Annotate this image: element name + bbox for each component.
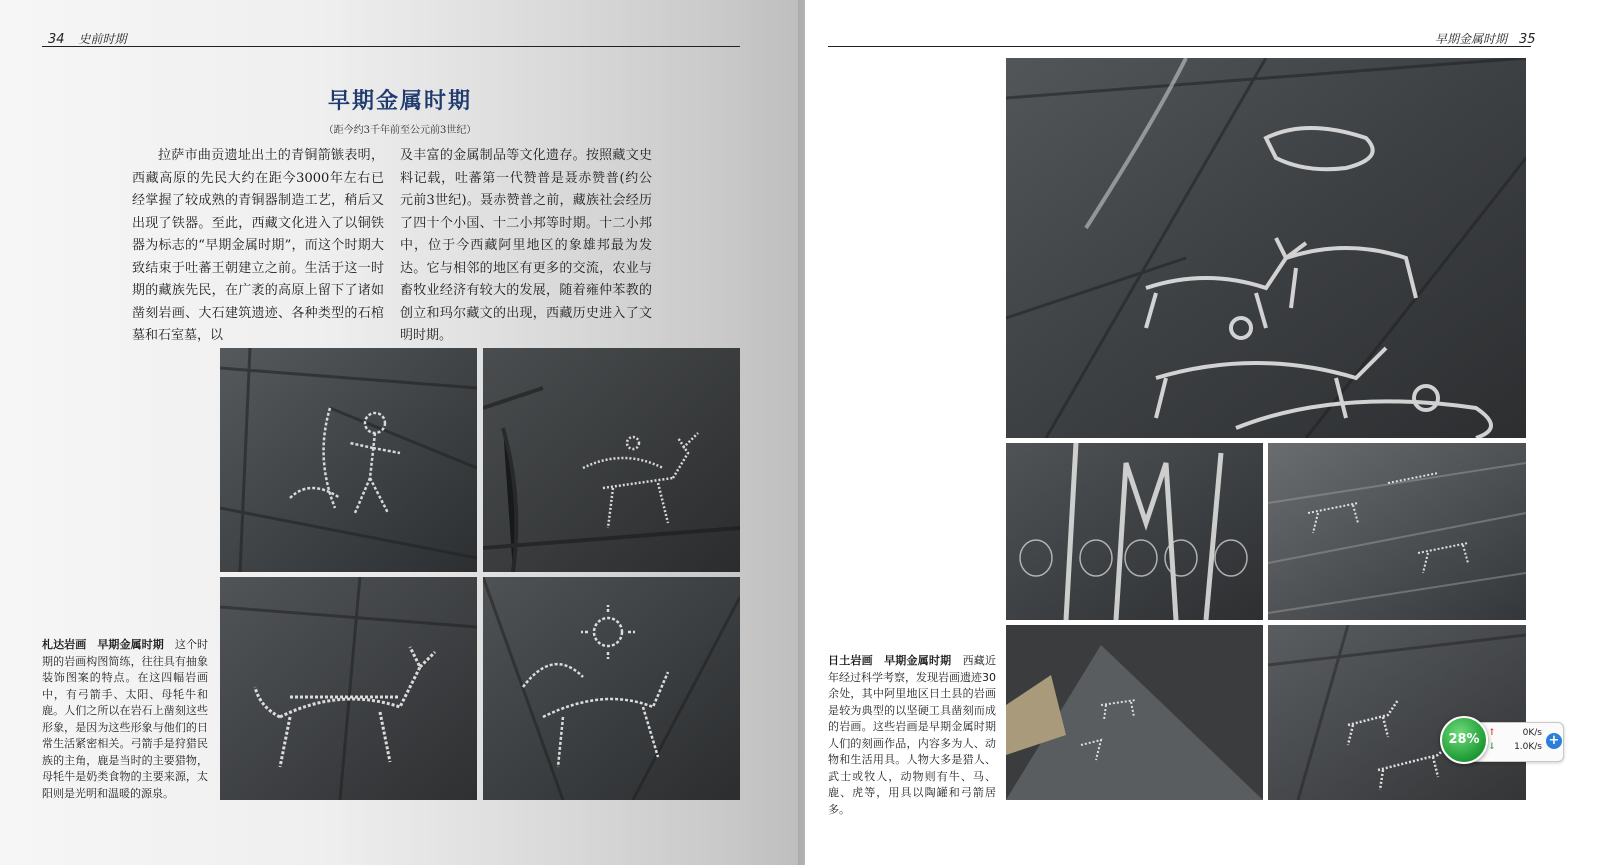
body-text-1: 拉萨市曲贡遗址出土的青铜箭镞表明，西藏高原的先民大约在距今3000年左右已经掌握了较成熟的青铜器制造工艺，稍后又出现了铁器。至此，西藏文化进入了以铜铁器为标志的“早期金属时期”，而这个时期大致结束于吐蕃王朝建立之前。生活于这一时期的藏族先民，在广袤的高原上留下了诸如凿刻岩画、大石建筑遗迹、各种类型的石棺墓和石室墓，以 <box>132 148 384 343</box>
expand-plus-icon[interactable]: + <box>1546 733 1562 749</box>
right-caption-title: 日土岩画 早期金属时期 <box>828 654 952 667</box>
usage-percent-badge[interactable]: 28% <box>1440 716 1488 764</box>
right-running-head <box>1435 30 1536 47</box>
body-text-2: 及丰富的金属制品等文化遗存。按照藏文史料记载，吐蕃第一代赞普是聂赤赞普(约公元前3世纪)。聂赤赞普之前，藏族社会经历了四十个小国、十二小邦等时期。十二小邦中，位于今西藏阿里地区的象雄邦最为发达。它与相邻的地区有更多的交流，农业与畜牧业经济有较大的发展，随着雍仲苯教的创立和玛尔藏文的出现，西藏历史进入了文明时期。 <box>400 148 652 343</box>
body-column-1 <box>132 145 384 348</box>
download-speed: 1.0K/s <box>1514 742 1542 752</box>
left-header-rule <box>42 46 740 47</box>
chapter-subtitle: （距今约3千年前至公元前3世纪） <box>323 125 477 136</box>
left-caption-title: 札达岩画 早期金属时期 <box>42 638 164 651</box>
petroglyph-photo-deer <box>483 348 740 572</box>
petroglyph-photo-jars <box>1006 443 1263 620</box>
chapter-title: 早期金属时期 <box>327 88 472 114</box>
left-caption <box>42 637 208 802</box>
petroglyph-photo-large-animals <box>1006 58 1526 438</box>
body-column-2 <box>400 145 652 348</box>
left-running-head <box>48 30 127 47</box>
petroglyph-photo-rock-slab <box>1268 443 1526 620</box>
petroglyph-photo-animal-figures <box>1268 625 1526 800</box>
left-page-number: 34 <box>48 32 65 47</box>
right-page-number: 35 <box>1519 32 1536 47</box>
right-caption <box>828 653 996 818</box>
left-caption-text: 这个时期的岩画构图简练，往往具有抽象装饰图案的特点。在这四幅岩画中，有弓箭手、太阳、母牦牛和鹿。人们之所以在岩石上凿刻这些形象，是因为这些形象与他们的日常生活紧密相关。弓箭手是狩猎民族的主角，鹿是当时的主要猎物，母牦牛是奶类食物的主要来源，太阳则是光明和温暖的源泉。 <box>42 638 209 800</box>
right-caption-text: 西藏近年经过科学考察，发现岩画遗迹30余处，其中阿里地区日土县的岩画是较为典型的以坚硬工具凿刻而成的岩画。这些岩画是早期金属时期人们的刻画作品，内容多为人、动物和生活用具。人物大多是猎人、武士或牧人，动物则有牛、马、鹿、虎等，用具以陶罐和弓箭居多。 <box>828 654 997 816</box>
petroglyph-photo-yak <box>220 577 477 800</box>
right-header-rule <box>828 46 1531 47</box>
petroglyph-photo-triangular-rock <box>1006 625 1263 800</box>
upload-speed: 0K/s <box>1522 728 1542 738</box>
petroglyph-photo-archer <box>220 348 477 572</box>
download-arrow-icon: ↓ <box>1488 742 1496 752</box>
left-section-name: 史前时期 <box>78 32 127 46</box>
right-section-name: 早期金属时期 <box>1435 32 1508 46</box>
upload-arrow-icon: ↑ <box>1488 728 1496 738</box>
network-speed-widget[interactable] <box>1440 716 1565 766</box>
petroglyph-photo-sun-deer <box>483 577 740 800</box>
